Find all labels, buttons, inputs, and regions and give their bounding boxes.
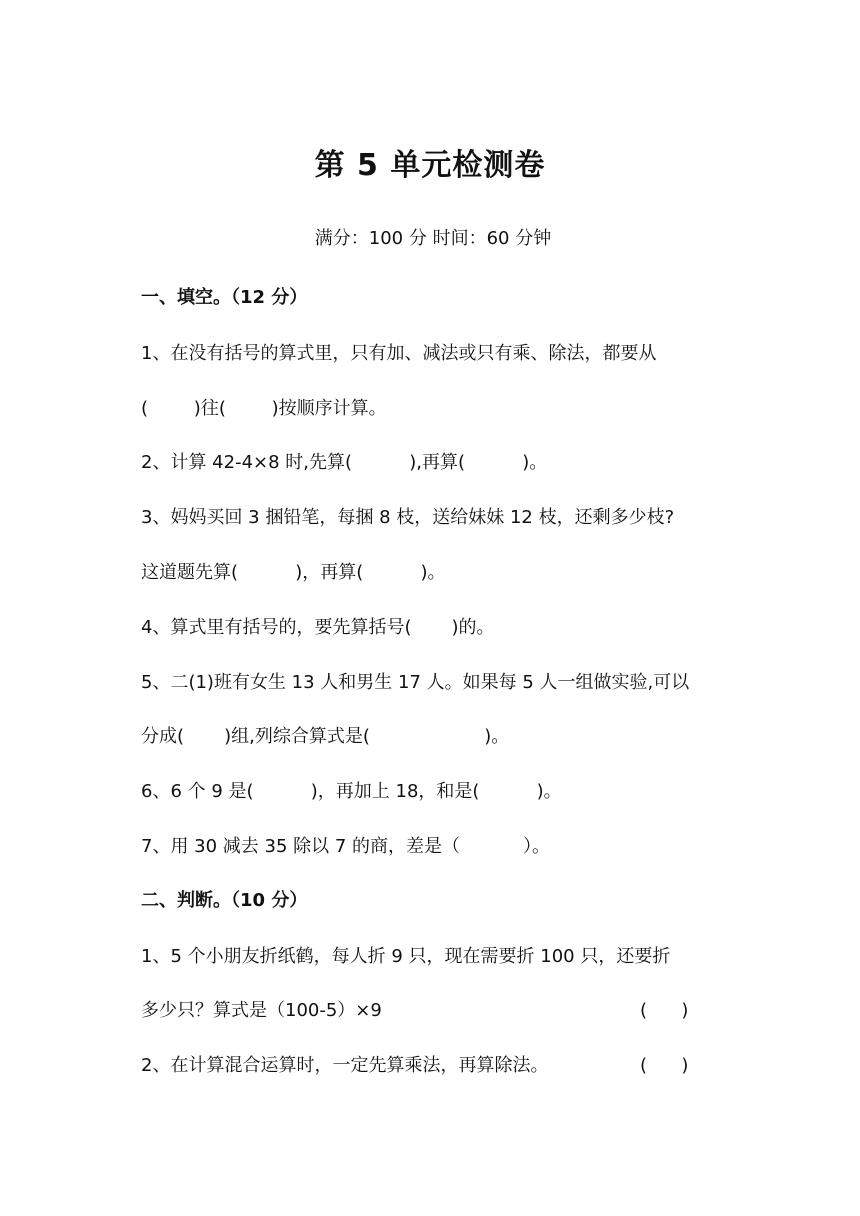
fill-q5-line2: 分成( )组,列综合算式是( )。 [141, 726, 510, 747]
fill-q1-line1: 1、在没有括号的算式里，只有加、减法或只有乘、除法，都要从 [141, 343, 657, 364]
fill-q3-line2: 这道题先算( )，再算( )。 [141, 562, 446, 583]
fill-q3-line1: 3、妈妈买回 3 捆铅笔，每捆 8 枝，送给妹妹 12 枝，还剩多少枝? [141, 507, 675, 528]
fill-q5-line1: 5、二(1)班有女生 13 人和男生 17 人。如果每 5 人一组做实验,可以 [141, 672, 690, 693]
section-2-heading: 二、判断。（10 分） [141, 890, 308, 911]
section-1-heading: 一、填空。（12 分） [141, 287, 308, 308]
judge-q1-line2: 多少只？算式是（100-5）×9 [141, 1000, 382, 1021]
judge-q1-line1: 1、5 个小朋友折纸鹤，每人折 9 只，现在需要折 100 只，还要折 [141, 946, 671, 967]
judge-q2-line1: 2、在计算混合运算时，一定先算乘法，再算除法。 [141, 1055, 549, 1076]
score-time-info: 满分：100 分 时间：60 分钟 [314, 228, 552, 249]
page-title: 第 5 单元检测卷 [314, 148, 546, 183]
fill-q1-line2: ( )往( )按顺序计算。 [141, 398, 387, 419]
judge-q2-answer-box: ( ) [640, 1055, 689, 1076]
fill-q2: 2、计算 42-4×8 时,先算( ),再算( )。 [141, 452, 548, 473]
fill-q4: 4、算式里有括号的，要先算括号( )的。 [141, 617, 495, 638]
fill-q7: 7、用 30 减去 35 除以 7 的商，差是（ ）。 [141, 836, 550, 857]
judge-q1-answer-box: ( ) [640, 1000, 689, 1021]
fill-q6: 6、6 个 9 是( )，再加上 18，和是( )。 [141, 781, 562, 802]
